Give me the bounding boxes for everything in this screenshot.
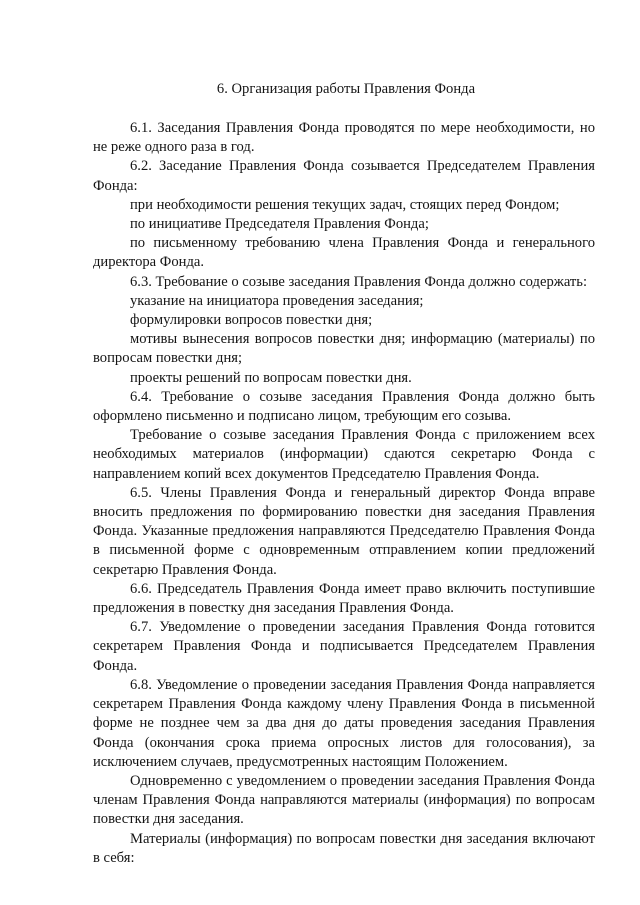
paragraph-6-8-cont-2: Материалы (информация) по вопросам повестки дня заседания включают в себя: xyxy=(93,830,595,866)
paragraph-6-3: 6.3. Требование о созыве заседания Правления Фонда должно содержать: xyxy=(130,273,588,290)
paragraph-6-2-item-2: по инициативе Председателя Правления Фонда; xyxy=(130,216,429,233)
paragraph-6-5: 6.5. Члены Правления Фонда и генеральный директор Фонда вправе вносить предложения по формированию повестки дня заседания Правления Фонда. Указанные предложения направляются Председателю Правления Фонда в письменной форме с одновременным отправлением копии предложений секретарю Правления Фонда. xyxy=(93,484,595,578)
paragraph-6-3-item-2: формулировки вопросов повестки дня; xyxy=(130,312,373,329)
paragraph-6-6: 6.6. Председатель Правления Фонда имеет право включить поступившие предложения в повестку дня заседания Правления Фонда. xyxy=(93,580,595,617)
paragraph-6-1: 6.1. Заседания Правления Фонда проводятся по мере необходимости, но не реже одного раза в год. xyxy=(93,120,595,156)
paragraph-6-4-cont: Требование о созыве заседания Правления Фонда с приложением всех необходимых материалов (информации) сдаются секретарю Фонда с направлением копий всех документов Председателю Правления Фонда. xyxy=(93,427,595,482)
paragraph-6-2-item-1: при необходимости решения текущих задач, стоящих перед Фондом; xyxy=(130,196,560,213)
paragraph-6-3-item-1: указание на инициатора проведения заседания; xyxy=(130,292,424,309)
paragraph-6-3-item-3: мотивы вынесения вопросов повестки дня; информацию (материалы) по вопросам повестки дня; xyxy=(93,331,595,367)
document-content xyxy=(93,80,595,868)
paragraph-6-2: 6.2. Заседание Правления Фонда созывается Председателем Правления Фонда: xyxy=(93,158,595,194)
paragraph-6-7: 6.7. Уведомление о проведении заседания Правления Фонда готовится секретарем Правления Фонда и подписывается Председателем Правления Фонда. xyxy=(93,619,595,674)
paragraph-6-8-cont-1: Одновременно с уведомлением о проведении заседания Правления Фонда членам Правления Фонда направляются материалы (информация) по вопросам повестки дня заседания. xyxy=(93,772,595,828)
paragraph-6-4: 6.4. Требование о созыве заседания Правления Фонда должно быть оформлено письменно и подписано лицом, требующим его созыва. xyxy=(93,388,595,425)
paragraph-6-8: 6.8. Уведомление о проведении заседания Правления Фонда направляется секретарем Правления Фонда каждому члену Правления Фонда в письменной форме не позднее чем за два дня до даты проведения заседания Правления Фонда (окончания срока приема опросных листов для голосования), за исключением случаев, предусмотренных настоящим Положением. xyxy=(93,676,595,770)
section-heading: 6. Организация работы Правления Фонда xyxy=(216,81,476,97)
document-body xyxy=(93,119,595,868)
paragraph-6-2-item-3: по письменному требованию члена Правления Фонда и генерального директора Фонда. xyxy=(93,235,595,271)
paragraph-6-3-item-4: проекты решений по вопросам повестки дня. xyxy=(130,369,412,386)
